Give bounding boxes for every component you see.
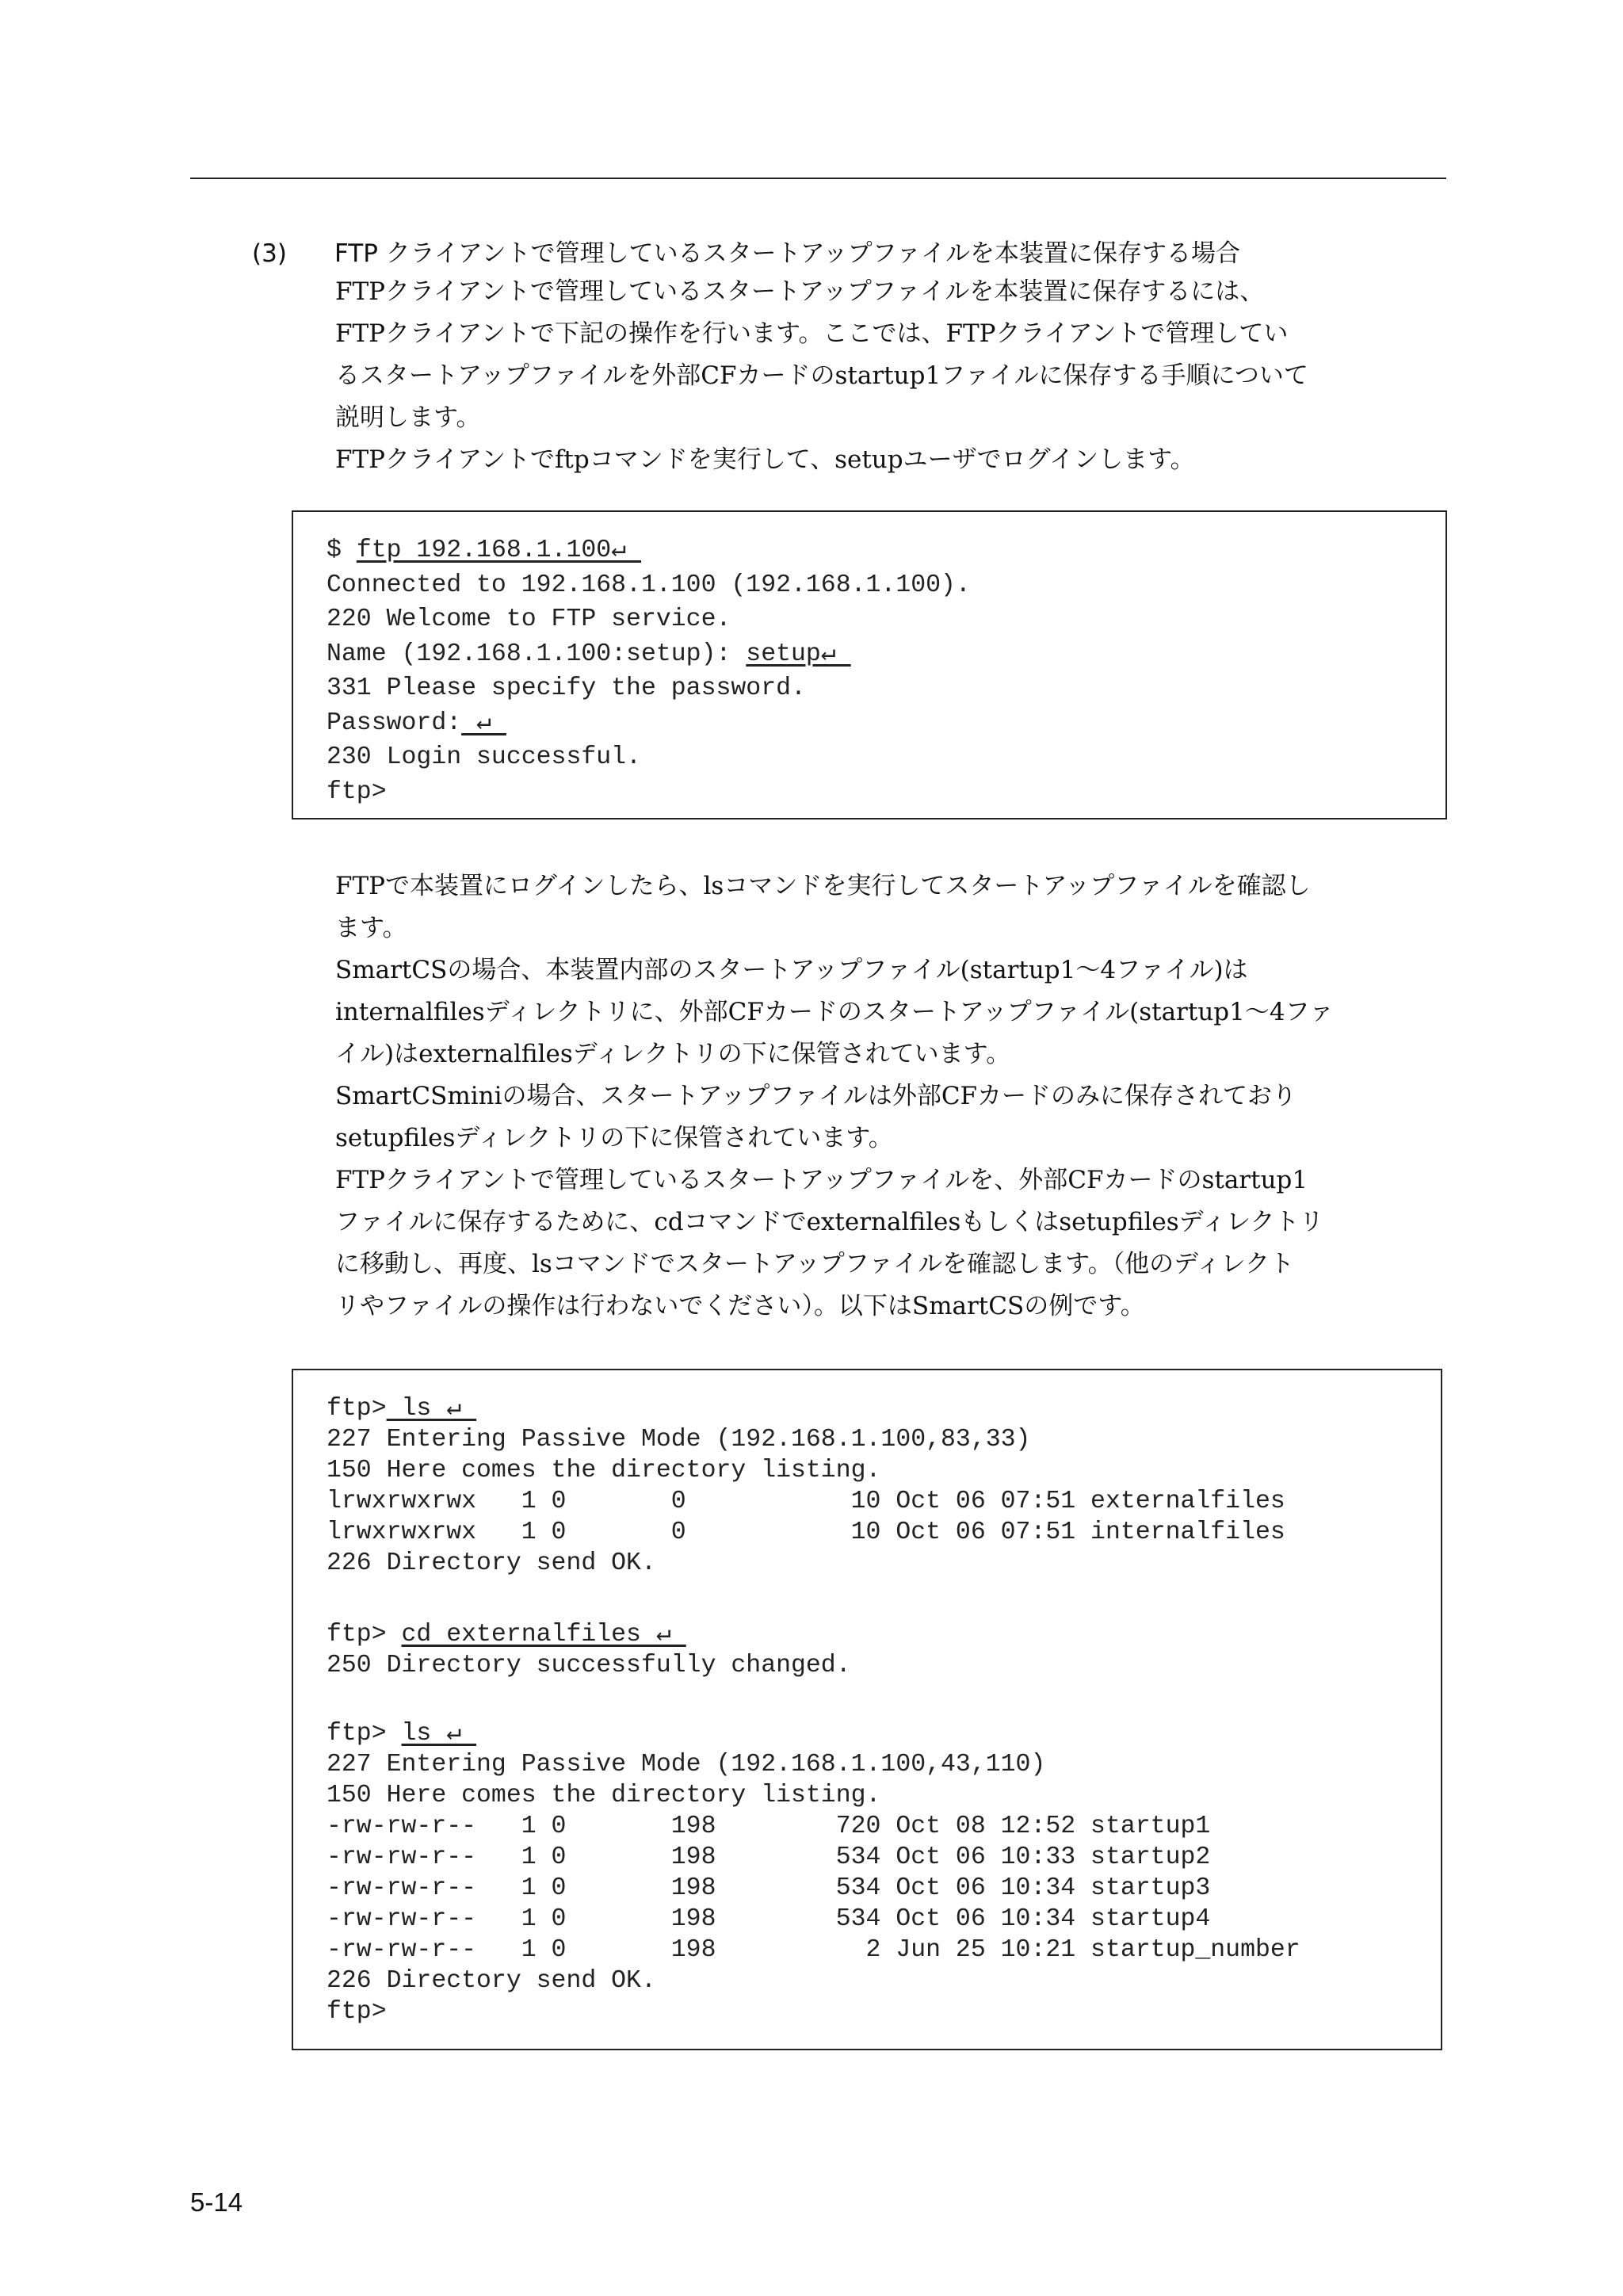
terminal-login-box — [292, 510, 1447, 819]
page-number: 5-14 — [190, 2187, 243, 2217]
terminal-line: ftp> — [327, 1998, 387, 2026]
terminal-line: -rw-rw-r-- 1 0 198 534 Oct 06 10:34 startup4 — [327, 1905, 1211, 1933]
intro-line: FTPクライアントで下記の操作を行います。ここでは、FTPクライアントで管理してい — [335, 319, 1289, 348]
middle-line: internalfilesディレクトリに、外部CFカードのスタートアップファイル(startup1～4ファ — [335, 998, 1334, 1026]
terminal-line: 331 Please specify the password. — [327, 674, 806, 702]
middle-line: リやファイルの操作は行わないでください）。以下はSmartCSの例です。 — [335, 1292, 1145, 1320]
terminal-line: -rw-rw-r-- 1 0 198 534 Oct 06 10:34 startup3 — [327, 1874, 1211, 1902]
terminal-line: 250 Directory successfully changed. — [327, 1652, 851, 1679]
section-heading — [252, 236, 1240, 271]
intro-line: 説明します。 — [335, 403, 481, 432]
intro-line: FTPクライアントでftpコマンドを実行して、setupユーザでログインします。 — [335, 445, 1195, 474]
middle-line: SmartCSminiの場合、スタートアップファイルは外部CFカードのみに保存されており — [335, 1082, 1297, 1110]
terminal-line: $ ftp 192.168.1.100↵ — [327, 537, 642, 564]
terminal-line: ftp> ls ↵ — [327, 1720, 477, 1748]
terminal-line: Password: ↵ — [327, 709, 506, 737]
middle-line: ファイルに保存するために、cdコマンドでexternalfilesもしくはsetupfilesディレクトリ — [335, 1208, 1324, 1236]
intro-paragraph — [335, 271, 1445, 481]
intro-line: るスタートアップファイルを外部CFカードのstartup1ファイルに保存する手順について — [335, 361, 1308, 390]
intro-line: FTPクライアントで管理しているスタートアップファイルを本装置に保存するには、 — [335, 277, 1265, 306]
terminal-line: 220 Welcome to FTP service. — [327, 606, 731, 633]
terminal-line: 226 Directory send OK. — [327, 1967, 656, 1995]
middle-line: イル)はexternalfilesディレクトリの下に保管されています。 — [335, 1040, 1011, 1068]
section-number: (3) — [252, 239, 287, 268]
header-rule — [190, 178, 1446, 179]
terminal-line: Connected to 192.168.1.100 (192.168.1.100). — [327, 571, 971, 599]
middle-line: ます。 — [335, 914, 407, 942]
middle-paragraph — [335, 865, 1445, 1328]
middle-line: setupfilesディレクトリの下に保管されています。 — [335, 1124, 893, 1152]
middle-line: FTPクライアントで管理しているスタートアップファイルを、外部CFカードのstartup1 — [335, 1166, 1308, 1194]
terminal-listing-box — [292, 1369, 1442, 2050]
terminal-line: ftp> ls ↵ — [327, 1395, 477, 1423]
terminal-line: 227 Entering Passive Mode (192.168.1.100,83,33) — [327, 1426, 1031, 1454]
terminal-line: Name (192.168.1.100:setup): setup↵ — [327, 640, 851, 668]
terminal-line: -rw-rw-r-- 1 0 198 534 Oct 06 10:33 startup2 — [327, 1843, 1211, 1871]
terminal-line: ftp> — [327, 778, 387, 806]
terminal-line: -rw-rw-r-- 1 0 198 720 Oct 08 12:52 startup1 — [327, 1813, 1211, 1840]
terminal-line: 226 Directory send OK. — [327, 1549, 656, 1577]
section-title: FTP クライアントで管理しているスタートアップファイルを本装置に保存する場合 — [334, 239, 1240, 268]
terminal-line: lrwxrwxrwx 1 0 0 10 Oct 06 07:51 externalfiles — [327, 1488, 1285, 1515]
middle-line: SmartCSの場合、本装置内部のスタートアップファイル(startup1～4ファイル)は — [335, 956, 1248, 984]
middle-line: FTPで本装置にログインしたら、lsコマンドを実行してスタートアップファイルを確認し — [335, 872, 1311, 900]
terminal-line: 150 Here comes the directory listing. — [327, 1457, 881, 1484]
middle-line: に移動し、再度、lsコマンドでスタートアップファイルを確認します。（他のディレクト — [335, 1250, 1295, 1278]
terminal-line: 227 Entering Passive Mode (192.168.1.100,43,110) — [327, 1751, 1046, 1778]
terminal-line: ftp> cd externalfiles ↵ — [327, 1621, 686, 1648]
terminal-line: 230 Login successful. — [327, 743, 641, 771]
terminal-line: lrwxrwxrwx 1 0 0 10 Oct 06 07:51 internalfiles — [327, 1519, 1285, 1546]
terminal-line: 150 Here comes the directory listing. — [327, 1782, 881, 1809]
terminal-line: -rw-rw-r-- 1 0 198 2 Jun 25 10:21 startup_number — [327, 1936, 1300, 1964]
